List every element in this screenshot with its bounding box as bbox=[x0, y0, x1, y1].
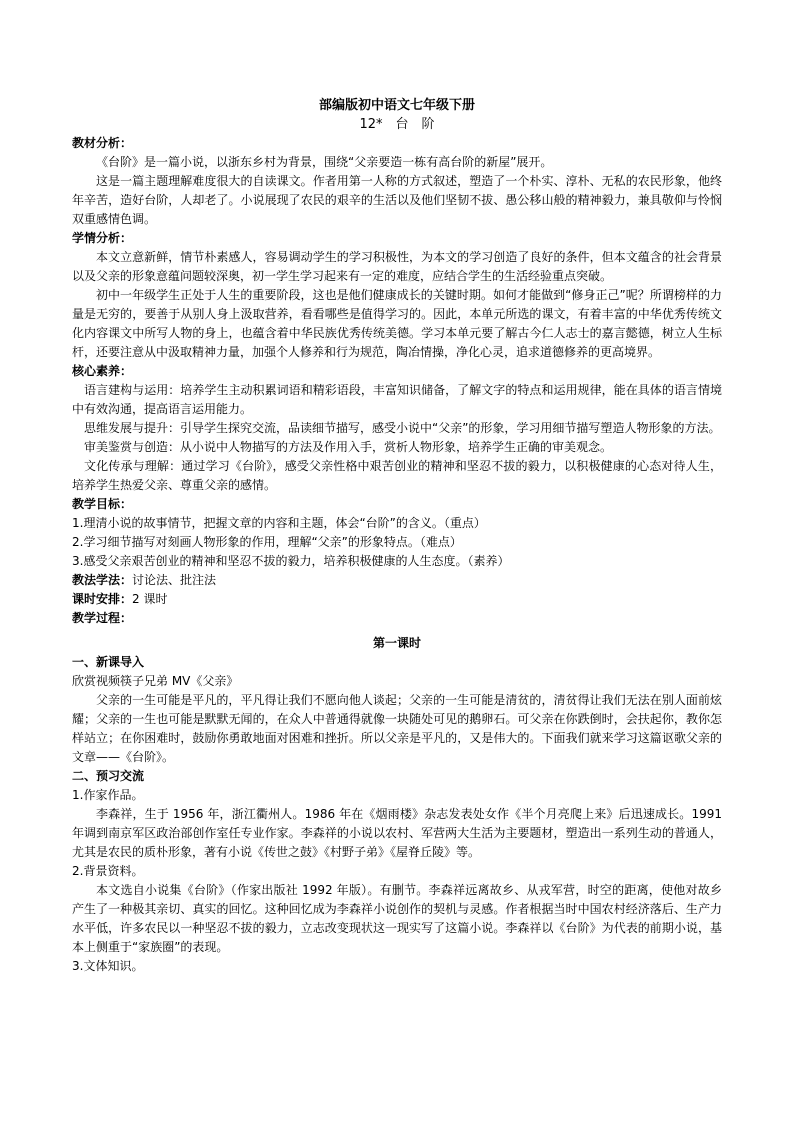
core-literacy-language: 语言建构与运用：培养学生主动积累词语和精彩语段，丰富知识储备，了解文字的特点和运用规律，能在具体的语言情境中有效沟通，提高语言运用能力。 bbox=[72, 383, 722, 416]
analysis-heading: 教材分析： bbox=[72, 136, 133, 150]
teaching-method-line bbox=[72, 571, 722, 590]
subsection-2-heading: 2.背景资料。 bbox=[72, 864, 144, 878]
section-2-heading: 二、预习交流 bbox=[72, 769, 145, 783]
subsection-3-heading: 3.文体知识。 bbox=[72, 959, 144, 973]
class-hours-label: 课时安排： bbox=[72, 592, 133, 606]
lesson-title: 12* 台 阶 bbox=[359, 117, 435, 132]
teaching-method-label: 教法学法： bbox=[72, 573, 133, 587]
document-page bbox=[72, 96, 722, 976]
analysis-paragraph-1: 《台阶》是一篇小说，以浙东乡村为背景，围绕“父亲要造一栋有高台阶的新屋”展开。 bbox=[96, 155, 553, 169]
teaching-method-text: 讨论法、批注法 bbox=[132, 573, 217, 587]
core-literacy-aesthetics: 审美鉴赏与创造：从小说中人物描写的方法及作用入手，赏析人物形象，培养学生正确的审美观念。 bbox=[84, 440, 613, 454]
subsection-1-paragraph: 李森祥，生于 1956 年，浙江衢州人。1986 年在《烟雨楼》杂志发表处女作《半个月亮爬上来》后迅速成长。1991 年调到南京军区政治部创作室任专业作家。李森祥的小说以农村、军营两大生活为主要题材，塑造出一系列生动的普通人，尤其是农民的质朴形象，著有小说《传世之鼓》《村野子弟》《屋脊丘陵》等。 bbox=[72, 807, 722, 859]
goals-heading: 教学目标： bbox=[72, 497, 133, 511]
learner-paragraph-2: 初中一年级学生正处于人生的重要阶段，这也是他们健康成长的关键时期。如何才能做到“修身正己”呢？所谓榜样的力量是无穷的，要善于从别人身上汲取营养，看看哪些是值得学习的。因此，本单元所选的课文，有着丰富的中华优秀传统文化内容课文中所写人物的身上，也蕴含着中华民族优秀传统美德。学习本单元要了解古今仁人志士的嘉言懿德，树立人生标杆，还要注意从中汲取精神力量，加强个人修养和行为规范，陶冶情操，净化心灵，追求道德修养的更高境界。 bbox=[72, 288, 722, 359]
class-hours-text: 2 课时 bbox=[132, 592, 168, 606]
core-literacy-heading: 核心素养： bbox=[72, 364, 133, 378]
goal-item-3: 3.感受父亲艰苦创业的精神和坚忍不拔的毅力，培养积极健康的人生态度。（素养） bbox=[72, 554, 510, 568]
core-literacy-culture: 文化传承与理解：通过学习《台阶》，感受父亲性格中艰苦创业的精神和坚忍不拔的毅力，以积极健康的心态对待人生，培养学生热爱父亲、尊重父亲的感情。 bbox=[72, 459, 722, 492]
document-title: 部编版初中语文七年级下册 bbox=[318, 98, 475, 113]
section-1-heading: 一、新课导入 bbox=[72, 655, 145, 669]
goal-item-2: 2.学习细节描写对刻画人物形象的作用，理解“父亲”的形象特点。（难点） bbox=[72, 535, 462, 549]
section-1-video-line: 欣赏视频筷子兄弟 MV《父亲》 bbox=[72, 674, 239, 688]
learner-paragraph-1: 本文立意新鲜，情节朴素感人，容易调动学生的学习积极性，为本文的学习创造了良好的条件，但本文蕴含的社会背景以及父亲的形象意蕴问题较深奥，初一学生学习起来有一定的难度，应结合学生的生活经验重点突破。 bbox=[72, 250, 722, 283]
subsection-1-heading: 1.作家作品。 bbox=[72, 788, 144, 802]
learner-heading: 学情分析： bbox=[72, 231, 133, 245]
class-hours-line bbox=[72, 590, 722, 609]
core-literacy-thinking: 思维发展与提升：引导学生探究交流，品读细节描写，感受小说中“父亲”的形象，学习用细节描写塑造人物形象的方法。 bbox=[84, 421, 721, 435]
subsection-2-paragraph: 本文选自小说集《台阶》（作家出版社 1992 年版）。有删节。李森祥远离故乡、从戎军营，时空的距离，使他对故乡产生了一种极其亲切、真实的回忆。这种回忆成为李森祥小说创作的契机与灵感。作者根据当时中国农村经济落后、生产力水平低，许多农民以一种坚忍不拔的毅力，立志改变现状这一现实写了这篇小说。李森祥以《台阶》为代表的前期小说，基本上侧重于“家族圈”的表现。 bbox=[72, 883, 722, 954]
section-1-paragraph: 父亲的一生可能是平凡的，平凡得让我们不愿向他人谈起；父亲的一生可能是清贫的，清贫得让我们无法在别人面前炫耀；父亲的一生也可能是默默无闻的，在众人中普通得就像一块随处可见的鹅卵石。可父亲在你跌倒时，会扶起你，教你怎样站立；在你困难时，鼓励你勇敢地面对困难和挫折。所以父亲是平凡的，又是伟大的。下面我们就来学习这篇讴歌父亲的文章——《台阶》。 bbox=[72, 693, 722, 764]
process-heading: 教学过程： bbox=[72, 611, 133, 625]
lesson-1-heading: 第一课时 bbox=[372, 636, 421, 650]
goal-item-1: 1.理清小说的故事情节，把握文章的内容和主题，体会“台阶”的含义。（重点） bbox=[72, 516, 486, 530]
analysis-paragraph-2: 这是一篇主题理解难度很大的自读课文。作者用第一人称的方式叙述，塑造了一个朴实、淳朴、无私的农民形象，他终年辛苦，造好台阶，人却老了。小说展现了农民的艰辛的生活以及他们坚韧不拔、愚公移山般的精神毅力，兼具敬仰与怜悯双重感情色调。 bbox=[72, 174, 722, 226]
